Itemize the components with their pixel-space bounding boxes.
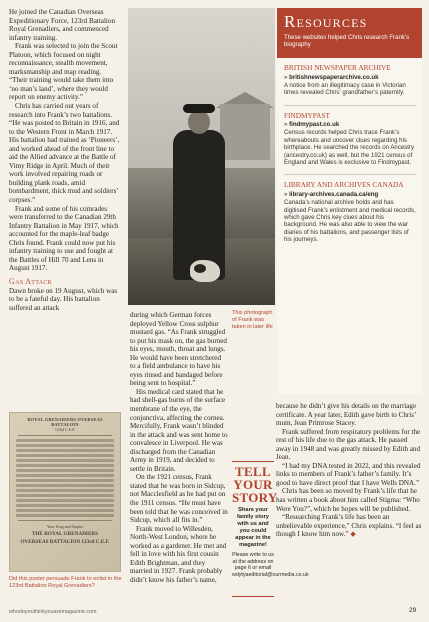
frank-photograph <box>128 8 275 305</box>
resource-description: Census records helped Chris trace Frank’s whereabouts and uncover clues regarding his birthplace. He searched the records on Ancestry (ancestry.co.uk) as well, but the 1921 census of England and Wales is exclusive to Findmypast. <box>284 129 415 167</box>
paragraph: Chris has carried out years of research into Frank’s two battalions. “He was posted to Britain in 1916, and to the Western Front in March 1917. His battalion had trained as ‘Pioneers’, and worked ahead of the front line to aid the Allied advance at the Battle of Vimy Ridge in April. Much of their work involved repairing roads or building plank roads, amid bombardment, thick mud and soldiers’ corpses.” <box>9 102 120 205</box>
poster-heading: OVERSEAS BATTALION 123rd C.E.F. <box>20 539 110 546</box>
paragraph: during which German forces deployed Yellow Cross sulphur mustard gas. “As Frank struggled to put his mask on, the gas burned his eyes, mouth, throat and lungs. He would have been stretchered to a field ambulance to have his eyes rinsed and bandaged before being sent to hospital.” <box>130 311 227 388</box>
text-column-right <box>276 402 422 539</box>
resources-subtitle: These websites helped Chris research Frank’s biography <box>284 34 410 49</box>
resource-link[interactable]: » findmypast.co.uk <box>284 121 340 129</box>
paragraph: “I had my DNA tested in 2022, and this revealed links to members of Frank’s father’s family. It’s good to have direct proof that I have Wells DNA.” <box>276 461 421 487</box>
resources-title: Resources <box>284 12 368 31</box>
tell-your-story-contact: Please write to us at the address on page 6 or email wdytyaeditorial@ourmedia.co.uk <box>232 552 309 578</box>
text-column-middle <box>130 311 228 585</box>
paragraph: Frank moved to Willesden, North-West London, where he worked as a gardener. He met and fell in love with his first cousin Edith Brightman, and they married in 1927. Frank probably didn’t know his father’s name, <box>130 524 227 584</box>
poster-footer: Your King and Empire <box>46 524 84 530</box>
paragraph: Frank was selected to join the Scout Platoon, which focused on night reconnaissance, stealth movement, marksmanship and map reading. “Their training would take them into ‘no man’s land’, where they would report on enemy activity.” <box>9 42 118 102</box>
resource-link[interactable]: » britishnewspaperarchive.co.uk <box>284 73 379 81</box>
poster-caption: Did this poster persuade Frank to enlist in the 123rd Battalion Royal Grenadiers? <box>9 576 122 589</box>
paragraph: He joined the Canadian Overseas Expeditionary Force, 123rd Battalion Royal Grenadiers, and commenced infantry training. <box>9 8 115 42</box>
poster-body-text <box>14 439 116 517</box>
resource-name: BRITISH NEWSPAPER ARCHIVE <box>284 63 391 72</box>
subheading-gas-attack: Gas Attack <box>9 276 53 286</box>
tell-your-story-heading: TELL YOUR STORY <box>232 464 278 505</box>
footer-website: whodoyouthinkyouaremagazine.com <box>9 609 97 615</box>
divider <box>284 105 416 106</box>
resource-description: Canada’s national archive holds and has digitised Frank’s enlistment and medical records, which gave Chris key clues about his background. He was also able to view the war diaries of his battalions, and passenger lists of his journeys. <box>284 199 416 244</box>
end-mark-icon: ◆ <box>350 530 356 539</box>
resources-box <box>277 8 422 394</box>
recruitment-poster <box>9 412 121 572</box>
resource-description: A notice from an illegitimacy case in Victorian times revealed Chris’ grandfather’s paternity. <box>284 81 406 97</box>
divider <box>232 596 274 597</box>
paragraph: Chris has been so moved by Frank’s life that he has written a book about him called Stigma: “Who Were You?”, which he hopes will be published. <box>276 487 420 513</box>
poster-subtitle: 123rd C.E.F. <box>54 427 76 433</box>
page-number: 29 <box>409 607 417 614</box>
poster-title: ROYAL GRENADIERS OVERSEAS BATTALION <box>27 417 103 428</box>
poster-heading: THE ROYAL GRENADIERS <box>31 531 99 538</box>
tell-your-story-invite: Share your family story with us and you could appear in the magazine! <box>235 507 271 548</box>
resource-item <box>284 64 416 97</box>
divider <box>232 461 274 462</box>
resource-name: FINDMYPAST <box>284 110 330 120</box>
photo-caption: This photograph of Frank was taken in later life <box>232 310 273 330</box>
resources-header <box>277 8 422 58</box>
paragraph: “Researching Frank’s life has been an unbelievable experience,” Chris explains. “I feel as though I know him now.” ◆ <box>276 513 422 539</box>
resource-item <box>284 112 416 167</box>
resource-link[interactable]: » library-archives.canada.ca/eng <box>284 190 379 198</box>
divider <box>284 174 416 175</box>
paragraph: On the 1921 census, Frank stated that he was born in Sidcup, not Macclesfield as he had put on the 1911 census. “He must have been told that he was conceived in Sidcup, which all fits in.” <box>130 473 228 525</box>
resource-item <box>284 181 416 243</box>
text-column-left <box>9 8 121 312</box>
paragraph: Frank suffered from respiratory problems for the rest of his life due to the gas attack. He passed away in 1948 and was greatly missed by Edith and Jean. <box>276 427 421 462</box>
tell-your-story-box <box>232 464 309 578</box>
resource-name: LIBRARY AND ARCHIVES CANADA <box>284 180 404 190</box>
paragraph: because he didn’t give his details on the marriage certificate. A year later, Edith gave birth to Chris’ mum, Jean Primrose Stacey. <box>276 402 417 428</box>
paragraph: His medical card stated that he had shell-gas burns of the surface membrane of the eye, the conjunctiva, affecting the cornea. Mercifully, Frank wasn’t blinded in the attack and was sent home to convalesce in Liverpool. He was discharged from the Canadian Army in 1919, and decided to settle in Britain. <box>130 387 228 473</box>
paragraph: Frank and some of his comrades were transferred to the Canadian 29th Infantry Battalion in May 1917, which accounted for the maple-leaf badge Chris found. Frank could now put his infantry training to use and fought at the Battles of Hill 70 and Lens in August 1917. <box>9 204 119 273</box>
paragraph: Dawn broke on 19 August, which was to be a fateful day. His battalion suffered an attack <box>9 286 118 312</box>
